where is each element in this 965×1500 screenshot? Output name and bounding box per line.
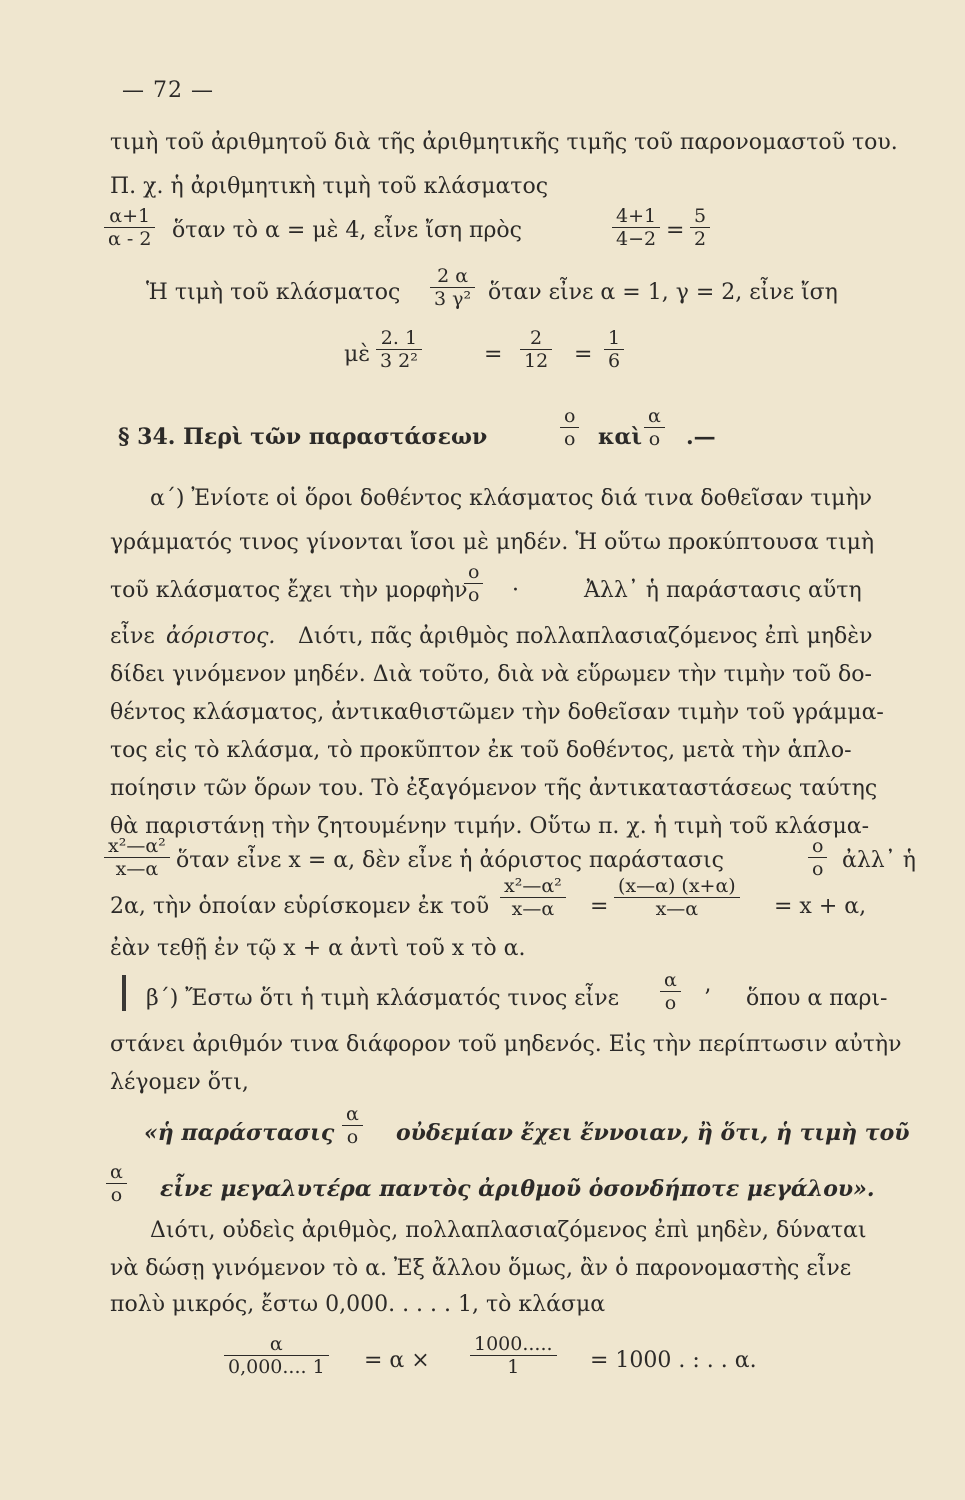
text-line: α΄) Ἐνίοτε οἱ ὅροι δοθέντος κλάσματος διά τινα δοθεῖσαν τιμὴν [150,486,872,511]
text-line: νὰ δώσῃ γινόμενον τὸ α. Ἐξ ἄλλου ὅμως, ἂν ὁ παρονομαστὴς εἶνε [110,1256,852,1281]
denominator: 0,000.... 1 [228,1356,325,1378]
fraction [106,1162,127,1205]
italic-term: ἀόριστος. [166,624,276,649]
text-line: Ἡ τιμὴ τοῦ κλάσματος [146,280,401,305]
text-line: 2α, τὴν ὁποίαν εὑρίσκομεν ἐκ τοῦ [110,894,490,919]
fraction [520,328,552,371]
denominator: x—α [655,898,699,920]
numerator: 2 α [430,266,475,288]
denominator: x—α [115,858,159,880]
numerator: 4+1 [612,206,660,228]
fraction [500,876,566,919]
text-line: τοῦ κλάσματος ἔχει τὴν μορφὴν [110,578,468,603]
denominator: x—α [511,898,555,920]
denominator: 3 γ² [434,288,472,310]
text-line: = x + α, [774,894,867,919]
text-line: ὅπου α παρι- [746,986,888,1011]
text-line: Π. χ. ἡ ἀριθμητικὴ τιμὴ τοῦ κλάσματος [110,174,549,199]
numerator: 2. 1 [376,328,422,350]
numerator: 5 [690,206,710,228]
text-line: μὲ [344,342,371,367]
comma: ’ [704,986,711,1011]
numerator: α [660,970,681,992]
equals-sign: = [666,218,685,243]
denominator: 3 2² [380,350,418,372]
numerator: 1 [604,328,624,350]
text-line: τιμὴ τοῦ ἀριθμητοῦ διὰ τῆς ἀριθμητικῆς τιμῆς τοῦ παρονομαστοῦ του. [110,130,898,155]
numerator: α [106,1162,127,1184]
fraction [464,562,483,605]
fraction [612,206,660,249]
denominator: α - 2 [108,228,152,250]
denominator: ο [564,428,576,450]
denominator: ο [812,858,824,880]
quote-line: εἶνε μεγαλυτέρα παντὸς ἀριθμοῦ ὁσονδήποτε μεγάλου». [160,1176,875,1202]
denominator: ο [346,1126,359,1148]
fraction [690,206,710,249]
page-number: — 72 — [122,78,214,103]
denominator: 4−2 [616,228,657,250]
numerator: α [644,406,665,428]
equals-sign: = [574,342,593,367]
equals-sign: = [590,894,609,919]
text-line: λέγομεν ὅτι, [110,1070,249,1095]
text-line: θέντος κλάσματος, ἀντικαθιστῶμεν τὴν δοθεῖσαν τιμὴν τοῦ γράμμα- [110,700,884,725]
margin-mark [122,975,126,1011]
text-line: ποίησιν τῶν ὅρων του. Τὸ ἐξαγόμενον τῆς ἀντικαταστάσεως ταύτης [110,776,878,801]
denominator: ο [468,584,480,606]
text-line: στάνει ἀριθμόν τινα διάφορον τοῦ μηδενός. Εἰς τὴν περίπτωσιν αὐτὴν [110,1032,902,1057]
numerator: 1000..... [470,1334,557,1356]
numerator: ο [808,836,827,858]
denominator: ο [664,992,677,1014]
text-line: ἀλλ᾽ ἡ [842,848,916,873]
section-title-and: καὶ [598,424,643,450]
fraction [614,876,740,919]
fraction [808,836,827,879]
text-line: Διότι, πᾶς ἀριθμὸς πολλαπλασιαζόμενος ἐπὶ μηδὲν [298,624,873,649]
text-line: ὅταν τὸ α = μὲ 4, εἶνε ἴση πρὸς [172,218,522,243]
text-line: = 1000 . : . . α. [590,1348,757,1373]
numerator: (x—α) (x+α) [614,876,740,898]
denominator: 2 [694,228,707,250]
denominator: ο [110,1184,123,1206]
denominator: 6 [608,350,621,372]
quote-line: «ἡ παράστασις [144,1120,335,1146]
denominator: ο [648,428,661,450]
text-line: γράμματός τινος γίνονται ἴσοι μὲ μηδέν. Ἡ οὕτω προκύπτουσα τιμὴ [110,530,875,555]
text-line: τος εἰς τὸ κλάσμα, τὸ προκῦπτον ἐκ τοῦ δοθέντος, μετὰ τὴν ἁπλο- [110,738,852,763]
text-line: ὅταν εἶνε α = 1, γ = 2, εἶνε ἴση [488,280,838,305]
quote-line: οὐδεμίαν ἔχει ἔννοιαν, ἢ ὅτι, ἡ τιμὴ τοῦ [396,1120,910,1146]
numerator: α [224,1334,329,1356]
text-line: Ἀλλ᾽ ἡ παράστασις αὕτη [584,578,862,603]
numerator: α [342,1104,363,1126]
numerator: α+1 [104,206,155,228]
numerator: ο [560,406,579,428]
text-line: β΄) Ἔστω ὅτι ἡ τιμὴ κλάσματός τινος εἶνε [146,986,620,1011]
text-line: πολὺ μικρός, ἔστω 0,000. . . . . 1, τὸ κλάσμα [110,1292,606,1317]
fraction [470,1334,557,1377]
dash: .— [686,424,716,450]
text-line: θὰ παριστάνῃ τὴν ζητουμένην τιμήν. Οὕτω π. χ. ἡ τιμὴ τοῦ κλάσμα- [110,814,870,839]
dot: · [512,578,519,603]
text-line: Διότι, οὐδεὶς ἀριθμὸς, πολλαπλασιαζόμενος ἐπὶ μηδὲν, δύναται [150,1218,867,1243]
numerator: x²—α² [500,876,566,898]
numerator: x²—α² [104,836,170,858]
text-line: ὅταν εἶνε x = α, δὲν εἶνε ἡ ἀόριστος παράστασις [176,848,725,873]
text-line: ἐὰν τεθῇ ἐν τῷ x + α ἀντὶ τοῦ x τὸ α. [110,936,526,961]
fraction [376,328,422,371]
fraction [660,970,681,1013]
numerator: 2 [520,328,552,350]
fraction [342,1104,363,1147]
equals-sign: = [484,342,503,367]
numerator: ο [464,562,483,584]
fraction [104,206,155,249]
text-line: δίδει γινόμενον μηδέν. Διὰ τοῦτο, διὰ νὰ εὕρωμεν τὴν τιμὴν τοῦ δο- [110,662,872,687]
fraction [644,406,665,449]
text-line: εἶνε [110,624,155,649]
denominator: 12 [524,350,549,372]
fraction [560,406,579,449]
denominator: 1 [507,1356,520,1378]
text-line: = α × [364,1348,430,1373]
fraction [430,266,475,309]
fraction [104,836,170,879]
fraction [224,1334,329,1377]
fraction [604,328,624,371]
section-title: § 34. Περὶ τῶν παραστάσεων [118,424,488,450]
